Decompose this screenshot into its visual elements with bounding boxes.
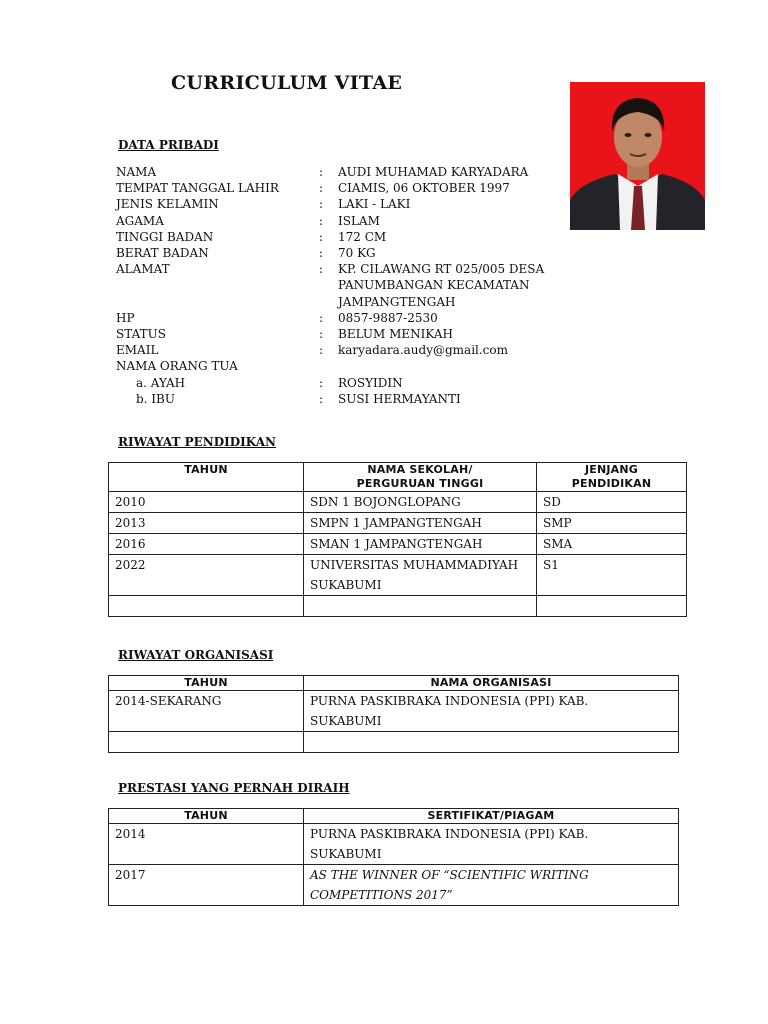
personal-row [116, 310, 576, 326]
personal-colon: : [319, 165, 324, 179]
table-row [109, 513, 687, 534]
table-row [109, 492, 687, 513]
personal-colon: : [319, 310, 324, 325]
personal-label [116, 294, 319, 310]
table-header-row [109, 463, 687, 492]
personal-value: 70 KG [338, 246, 376, 261]
table-row [109, 865, 679, 906]
personal-label: NAMA [116, 165, 157, 179]
table-cell: 2022 [109, 555, 304, 596]
personal-value: PANUMBANGAN KECAMATAN [338, 278, 530, 293]
column-header: JENJANG PENDIDIKAN [537, 463, 687, 492]
column-header: NAMA ORGANISASI [304, 676, 679, 691]
personal-colon: : [319, 391, 324, 406]
personal-label: b. IBU [136, 391, 175, 406]
personal-value: JAMPANGTENGAH [338, 294, 456, 309]
personal-row [116, 277, 576, 293]
personal-label: STATUS [116, 327, 166, 342]
organization-table [108, 675, 679, 753]
table-cell: UNIVERSITAS MUHAMMADIYAH SUKABUMI [304, 555, 537, 596]
personal-row [116, 245, 576, 261]
table-cell: SMA [537, 534, 687, 555]
table-header-row [109, 809, 679, 824]
table-cell: SMPN 1 JAMPANGTENGAH [304, 513, 537, 534]
personal-label: TEMPAT TANGGAL LAHIR [116, 181, 279, 196]
table-cell: 2014 [109, 824, 304, 865]
education-table [108, 462, 687, 617]
section-organization-heading: RIWAYAT ORGANISASI [118, 648, 274, 662]
table-cell: SDN 1 BOJONGLOPANG [304, 492, 537, 513]
personal-colon: : [319, 181, 324, 196]
column-header: TAHUN [109, 809, 304, 824]
personal-value: BELUM MENIKAH [338, 327, 454, 342]
personal-value: 172 CM [338, 229, 387, 244]
personal-label: EMAIL [116, 343, 159, 358]
table-cell [537, 596, 687, 617]
table-cell: 2014-SEKARANG [109, 691, 304, 732]
personal-label: ALAMAT [116, 262, 170, 277]
column-header: TAHUN [109, 463, 304, 492]
personal-colon: : [319, 262, 324, 277]
table-row [109, 596, 687, 617]
column-header: TAHUN [109, 676, 304, 691]
personal-colon [319, 294, 338, 310]
personal-row [116, 213, 576, 229]
personal-label: HP [116, 310, 135, 325]
personal-value: SUSI HERMAYANTI [338, 391, 461, 406]
personal-value: AUDI MUHAMAD KARYADARA [338, 165, 529, 179]
table-cell: SMP [537, 513, 687, 534]
personal-row [116, 294, 576, 310]
table-cell: PURNA PASKIBRAKA INDONESIA (PPI) KAB. SUKABUMI [304, 824, 679, 865]
personal-value: ISLAM [338, 213, 380, 228]
personal-label: JENIS KELAMIN [116, 197, 219, 212]
personal-colon: : [319, 327, 324, 342]
personal-row [116, 196, 576, 212]
personal-label [116, 277, 319, 293]
column-header: SERTIFIKAT/PIAGAM [304, 809, 679, 824]
personal-colon: : [319, 197, 324, 212]
table-cell: 2016 [109, 534, 304, 555]
profile-photo [570, 82, 705, 230]
table-row [109, 824, 679, 865]
personal-value: CIAMIS, 06 OKTOBER 1997 [338, 181, 510, 196]
personal-value: ROSYIDIN [338, 375, 403, 390]
personal-label: TINGGI BADAN [116, 229, 214, 244]
table-cell: SMAN 1 JAMPANGTENGAH [304, 534, 537, 555]
cv-title: CURRICULUM VITAE [171, 72, 403, 94]
personal-label: AGAMA [116, 213, 164, 228]
table-cell: SD [537, 492, 687, 513]
personal-row [116, 391, 576, 407]
personal-value [338, 358, 576, 374]
personal-value: LAKI - LAKI [338, 197, 411, 212]
table-row [109, 555, 687, 596]
table-cell: S1 [537, 555, 687, 596]
personal-label: NAMA ORANG TUA [116, 359, 238, 374]
table-row [109, 534, 687, 555]
table-cell: 2017 [109, 865, 304, 906]
personal-row [116, 375, 576, 391]
personal-colon: : [319, 246, 324, 261]
personal-colon: : [319, 375, 324, 390]
table-cell [304, 596, 537, 617]
table-cell: PURNA PASKIBRAKA INDONESIA (PPI) KAB. SUKABUMI [304, 691, 679, 732]
personal-row [116, 326, 576, 342]
table-cell [304, 732, 679, 753]
personal-data-list [116, 164, 576, 407]
section-achievements-heading: PRESTASI YANG PERNAH DIRAIH [118, 781, 350, 795]
table-header-row [109, 676, 679, 691]
personal-label: BERAT BADAN [116, 246, 209, 261]
personal-row [116, 229, 576, 245]
section-education-heading: RIWAYAT PENDIDIKAN [118, 435, 276, 449]
personal-value: karyadara.audy@gmail.com [338, 343, 509, 358]
personal-row [116, 342, 576, 358]
table-cell [109, 596, 304, 617]
personal-colon: : [319, 229, 324, 244]
personal-colon: : [319, 213, 324, 228]
column-header: NAMA SEKOLAH/ PERGURUAN TINGGI [304, 463, 537, 492]
personal-colon: : [319, 343, 324, 358]
personal-colon [319, 277, 338, 293]
personal-colon [319, 358, 338, 374]
section-personal-heading: DATA PRIBADI [118, 138, 219, 152]
table-cell [109, 732, 304, 753]
table-row [109, 732, 679, 753]
achievements-table [108, 808, 679, 906]
personal-row [116, 358, 576, 374]
personal-row [116, 180, 576, 196]
personal-value: 0857-9887-2530 [338, 310, 438, 325]
personal-row [116, 164, 576, 180]
table-row [109, 691, 679, 732]
portrait-image [570, 82, 705, 230]
personal-value: KP. CILAWANG RT 025/005 DESA [338, 262, 545, 277]
personal-label: a. AYAH [136, 375, 186, 390]
table-cell: 2010 [109, 492, 304, 513]
personal-row [116, 261, 576, 277]
table-cell: 2013 [109, 513, 304, 534]
table-cell: AS THE WINNER OF “SCIENTIFIC WRITING COMPETITIONS 2017” [304, 865, 679, 906]
